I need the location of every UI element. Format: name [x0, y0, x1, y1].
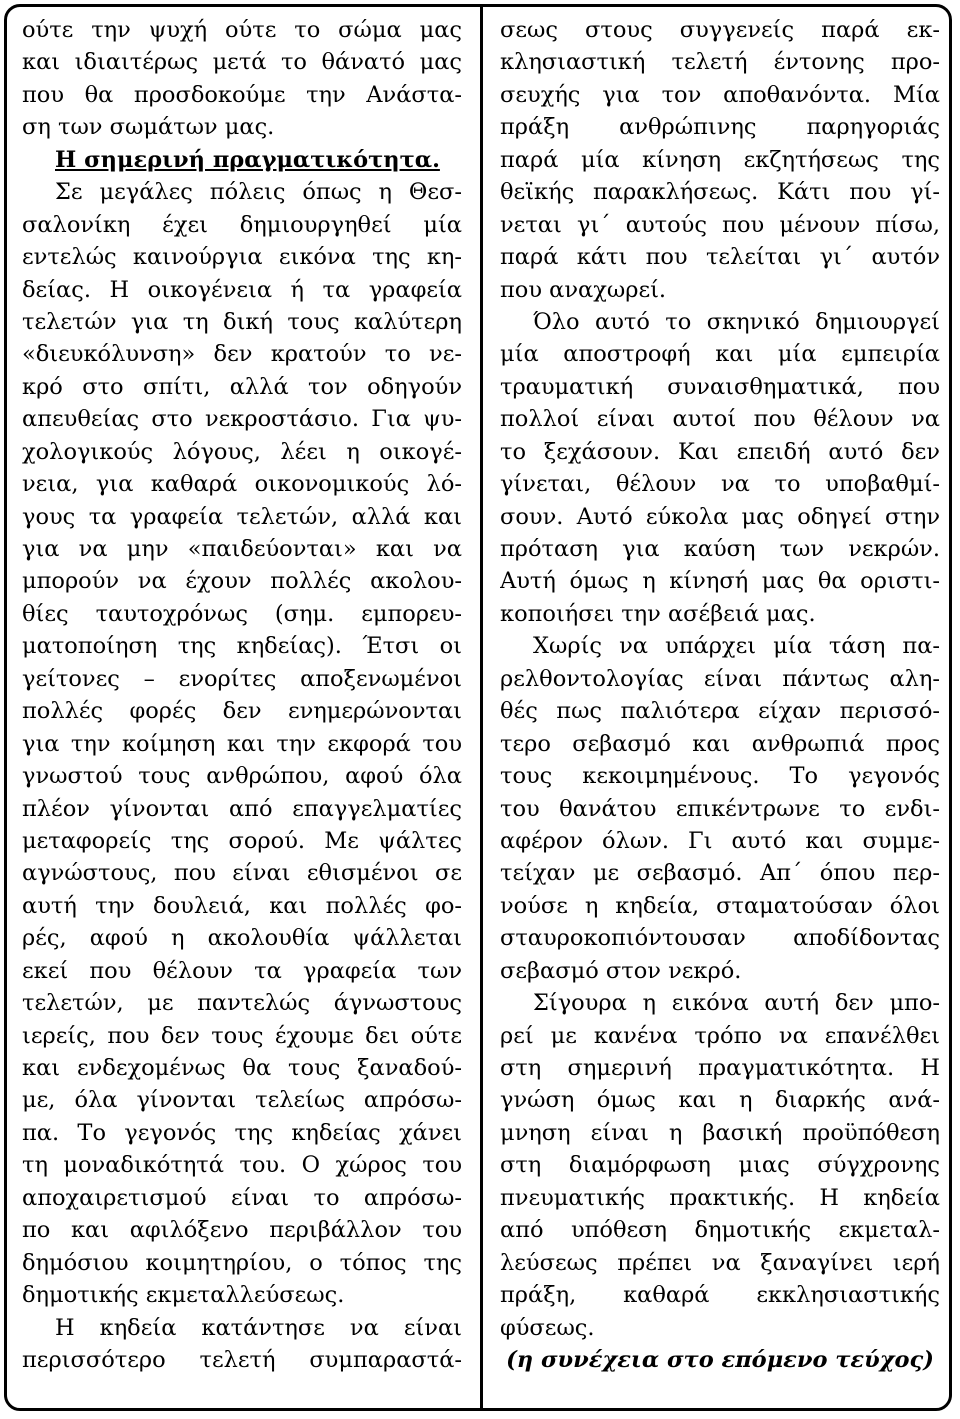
text-line: κοποιήσει την ασέβειά μας. [500, 600, 816, 627]
text-line: σεως στους συγγενείς παρά εκ- [500, 17, 940, 43]
text-line: κλησιαστική τελετή έντονης προ- [500, 49, 940, 76]
text-line: γους τα γραφεία τελετών, αλλά και [22, 503, 462, 530]
text-line: πα. Το γεγονός της κηδείας χάνει [22, 1119, 462, 1146]
text-line: στη σημερινή πραγματικότητα. Η [500, 1055, 940, 1081]
text-line: μπορούν να έχουν πολλές ακολου- [22, 568, 462, 595]
text-line: ματοποίηση της κηδείας). Έτσι οι [22, 633, 462, 660]
text-line: Χωρίς να υπάρχει μία τάση πα- [533, 633, 940, 660]
text-line: Αυτή όμως η κίνησή μας θα οριστι- [500, 568, 940, 595]
text-line: Όλο αυτό το σκηνικό δημιουργεί [533, 308, 940, 335]
text-line: νεται γι΄ αυτούς που μένουν πίσω, [500, 211, 940, 238]
text-line: σαλονίκη έχει δημιουργηθεί μία [22, 211, 462, 238]
text-line: πρόταση για καύση των νεκρών. [500, 536, 940, 562]
text-line: του θανάτου επικέντρωνε το ενδι- [500, 795, 940, 822]
text-line: κρό στο σπίτι, αλλά τον οδηγούν [22, 373, 462, 400]
text-line: σευχής για τον αποθανόντα. Μία [500, 81, 940, 108]
text-line: Σε μεγάλες πόλεις όπως η Θεσ- [55, 179, 462, 206]
text-line: μνηση είναι η βασική προϋπόθεση [500, 1119, 940, 1146]
text-line: τελετών για τη δική τους καλύτερη [22, 308, 462, 335]
column-divider [480, 4, 483, 1411]
text-line: γίνεται, θέλουν να το υποβαθμί- [500, 471, 940, 498]
text-line: παρά μία κίνηση εκζητήσεως της [500, 146, 940, 173]
text-line: σουν. Αυτό εύκολα μας οδηγεί στην [500, 503, 940, 530]
text-line: τερο σεβασμό και ανθρωπιά προς [500, 730, 940, 757]
text-line: τη μοναδικότητά του. Ο χώρος του [22, 1152, 462, 1179]
text-line: θές πως παλιότερα είχαν περισσό- [500, 698, 940, 725]
text-line: πράξη, καθαρά εκκλησιαστικής [500, 1282, 940, 1309]
text-line: ρελθοντολογίας είναι πάντως αλη- [500, 665, 940, 692]
text-line: πο και αφιλόξενο περιβάλλον του [22, 1217, 462, 1244]
text-line: «διευκόλυνση» δεν κρατούν το νε- [22, 341, 462, 368]
text-line: θίες ταυτοχρόνως (σημ. εμπορευ- [22, 600, 462, 627]
text-line: ιερείς, που δεν τους έχουμε δει ούτε [22, 1022, 462, 1049]
text-line: φύσεως. [500, 1314, 595, 1341]
text-line: με, όλα γίνονται τελείως απρόσω- [22, 1087, 462, 1114]
text-line: γνώση όμως και η διαρκής ανά- [500, 1087, 940, 1114]
text-line: ρές, αφού η ακολουθία ψάλλεται [22, 925, 462, 952]
text-line: δημόσιου κοιμητηρίου, ο τόπος της [22, 1249, 462, 1276]
left-column [22, 14, 462, 1376]
text-line: αποχαιρετισμού είναι το απρόσω- [22, 1184, 462, 1211]
text-line: εκεί που θέλουν τα γραφεία των [22, 957, 462, 984]
text-line: πνευματικής πρακτικής. Η κηδεία [500, 1184, 940, 1211]
text-line: μεταφορείς της σορού. Με ψάλτες [22, 827, 462, 854]
text-line: παρά κάτι που τελείται γι΄ αυτόν [500, 244, 940, 271]
text-line: ση των σωμάτων μας. [22, 114, 275, 141]
text-line: ρεί με κανένα τρόπο να επανέλθει [500, 1022, 940, 1049]
section-heading: Η σημερινή πραγματικότητα. [55, 146, 440, 173]
text-line: λεύσεως πρέπει να ξαναγίνει ιερή [500, 1249, 940, 1276]
text-line: ούτε την ψυχή ούτε το σώμα μας [22, 17, 462, 43]
text-line: πράξη ανθρώπινης παρηγοριάς [500, 114, 940, 141]
text-line: γνωστού τους ανθρώπου, αφού όλα [22, 763, 462, 790]
text-line: τους κεκοιμημένους. Το γεγονός [500, 763, 940, 790]
text-line: τελετών, με παντελώς άγνωστους [22, 990, 462, 1017]
text-line: και ιδιαιτέρως μετά το θάνατό μας [22, 49, 462, 76]
text-line: δημοτικής εκμεταλλεύσεως. [22, 1282, 345, 1309]
text-line: για την κοίμηση και την εκφορά του [22, 730, 462, 757]
text-line: στη διαμόρφωση μιας σύγχρονης [500, 1152, 940, 1179]
text-line: νούσε η κηδεία, σταματούσαν όλοι [500, 892, 940, 919]
text-line: περισσότερο τελετή συμπαραστά- [22, 1346, 462, 1373]
text-line: και ενδεχομένως θα τους ξαναδού- [22, 1055, 462, 1081]
text-line: πλέον γίνονται από επαγγελματίες [22, 795, 462, 822]
continuation-note: (η συνέχεια στο επόμενο τεύχος) [506, 1346, 934, 1373]
text-line: θεϊκής παρακλήσεως. Κάτι που γί- [500, 179, 940, 206]
text-line: γείτονες – ενορίτες αποξενωμένοι [22, 665, 462, 692]
text-line: δείας. Η οικογένεια ή τα γραφεία [22, 276, 462, 303]
text-line: σεβασμό στον νεκρό. [500, 957, 742, 984]
text-line: Σίγουρα η εικόνα αυτή δεν μπο- [533, 990, 940, 1017]
text-line: που αναχωρεί. [500, 276, 667, 303]
text-line: χολογικούς λόγους, λέει η οικογέ- [22, 438, 462, 465]
text-line: απευθείας στο νεκροστάσιο. Για ψυ- [22, 406, 462, 433]
text-line: μία αποστροφή και μία εμπειρία [500, 341, 940, 368]
text-line: νεια, για καθαρά οικονομικούς λό- [22, 471, 462, 498]
text-line: για να μην «παιδεύονται» και να [22, 536, 462, 562]
right-column [500, 14, 940, 1376]
text-line: αυτή την δουλειά, και πολλές φο- [22, 892, 462, 919]
text-line: σταυροκοπιόντουσαν αποδίδοντας [500, 925, 940, 952]
text-line: που θα προσδοκούμε την Ανάστα- [22, 81, 462, 108]
text-line: αφέρον όλων. Γι αυτό και συμμε- [500, 827, 940, 854]
text-line: τραυματική συναισθηματικά, που [500, 373, 940, 400]
text-line: το ξεχάσουν. Και επειδή αυτό δεν [500, 438, 940, 465]
text-line: αγνώστους, που είναι εθισμένοι σε [22, 860, 462, 887]
text-line: πολλές φορές δεν ενημερώνονται [22, 698, 462, 725]
text-line: από υπόθεση δημοτικής εκμεταλ- [500, 1217, 940, 1244]
text-line: Η κηδεία κατάντησε να είναι [55, 1314, 462, 1341]
text-line: τείχαν με σεβασμό. Απ΄ όπου περ- [500, 860, 940, 887]
text-line: πολλοί είναι αυτοί που θέλουν να [500, 406, 940, 433]
text-line: εντελώς καινούργια εικόνα της κη- [22, 244, 462, 271]
